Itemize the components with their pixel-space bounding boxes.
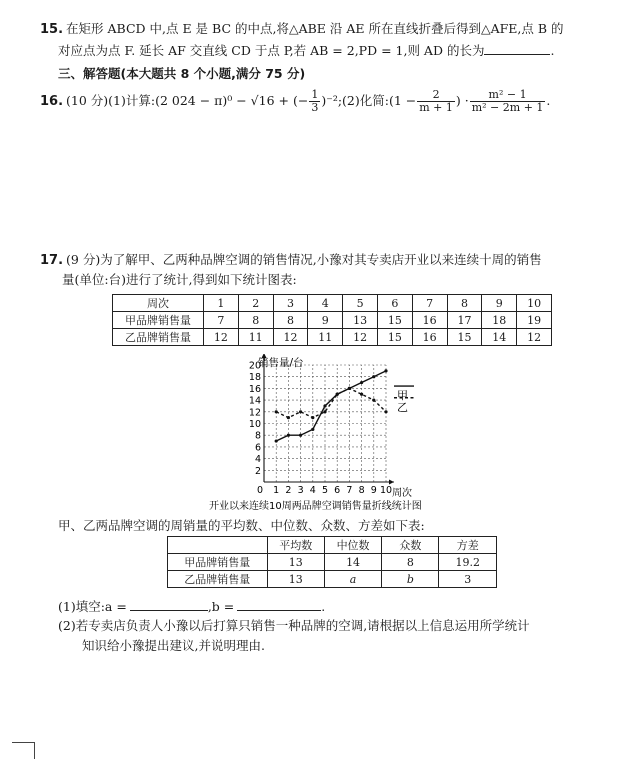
table1-cell: 19 bbox=[517, 312, 552, 329]
table2-cell: a bbox=[324, 571, 381, 588]
chart-point bbox=[311, 428, 314, 431]
table1-week-2: 2 bbox=[238, 295, 273, 312]
chart-point bbox=[311, 416, 314, 419]
q15-text-2: 对应点为点 F. 延长 AF 交直线 CD 于点 P,若 AB = 2,PD = 1,则 AD 的长为 bbox=[58, 43, 485, 58]
answer-a-blank[interactable] bbox=[130, 598, 208, 611]
q17-line2: 量(单位:台)进行了统计,得到如下统计图表: bbox=[62, 272, 297, 287]
table1-cell: 12 bbox=[273, 329, 308, 346]
chart-point bbox=[360, 393, 363, 396]
table2-header-cell: 中位数 bbox=[324, 537, 381, 554]
chart-point bbox=[323, 404, 326, 407]
q16-line bbox=[40, 88, 550, 114]
chart-grid bbox=[264, 365, 386, 482]
q16-mid: ) · bbox=[455, 93, 469, 108]
table1-cell: 18 bbox=[482, 312, 517, 329]
chart-y-tick-label: 6 bbox=[254, 442, 261, 454]
table1-cell: 15 bbox=[447, 329, 482, 346]
sales-line-chart bbox=[0, 354, 621, 514]
table1-cell: 16 bbox=[412, 329, 447, 346]
chart-series bbox=[275, 369, 388, 442]
chart-point bbox=[384, 369, 387, 372]
chart-y-tick-label: 14 bbox=[248, 395, 261, 407]
answer-b-blank[interactable] bbox=[237, 598, 321, 611]
chart-point bbox=[372, 375, 375, 378]
chart-axes bbox=[262, 354, 395, 485]
table1-week-10: 10 bbox=[517, 295, 552, 312]
table1-week-6: 6 bbox=[377, 295, 412, 312]
q16-frac-3 bbox=[470, 89, 546, 114]
q16-frac2-den: m + 1 bbox=[419, 101, 453, 114]
chart-point bbox=[384, 410, 387, 413]
chart-y-tick-label: 4 bbox=[254, 454, 261, 466]
chart-x-tick-label: 4 bbox=[309, 485, 316, 496]
table1-cell: 11 bbox=[238, 329, 273, 346]
table2-cell: 14 bbox=[324, 554, 381, 571]
q17-number: 17. bbox=[40, 253, 64, 268]
q16-frac1-den: 3 bbox=[311, 101, 319, 114]
table1-week-4: 4 bbox=[308, 295, 343, 312]
q16-frac-1-3 bbox=[309, 89, 320, 114]
q17-sub1-end: . bbox=[321, 599, 326, 614]
table1-cell: 8 bbox=[238, 312, 273, 329]
q17-sub1-a-label: (1)填空:a = bbox=[58, 599, 127, 614]
chart-point bbox=[275, 410, 278, 413]
q16-frac3-den: m² − 2m + 1 bbox=[471, 101, 544, 114]
table2-row-label: 甲品牌销售量 bbox=[168, 554, 268, 571]
table1-cell: 16 bbox=[412, 312, 447, 329]
q17-sub1-b-label: ,b = bbox=[207, 599, 235, 614]
table1-cell: 7 bbox=[204, 312, 239, 329]
q16-part1-tail: )⁻²;(2)化简:(1 − bbox=[321, 93, 417, 108]
table2-header-cell: 平均数 bbox=[267, 537, 324, 554]
table1-cell: 12 bbox=[517, 329, 552, 346]
chart-x-axis-arrow bbox=[389, 480, 394, 485]
table1-cell: 15 bbox=[377, 312, 412, 329]
chart-point bbox=[372, 399, 375, 402]
table1-cell: 12 bbox=[204, 329, 239, 346]
table1-row-label: 甲品牌销售量 bbox=[113, 312, 204, 329]
table1-header-label: 周次 bbox=[113, 295, 204, 312]
chart-y-ticks bbox=[249, 361, 261, 477]
chart-legend-label: 甲 bbox=[397, 389, 408, 403]
statistics-table bbox=[167, 536, 497, 588]
chart-x-axis-label: 周次 bbox=[392, 488, 412, 499]
q16-frac3-num: m² − 1 bbox=[470, 89, 546, 102]
q17-text-1: (9 分)为了解甲、乙两种品牌空调的销售情况,小豫对其专卖店开业以来连续十周的销售 bbox=[66, 252, 542, 267]
table1-week-8: 8 bbox=[447, 295, 482, 312]
chart-y-axis-label: 销售量/台 bbox=[258, 357, 304, 369]
chart-y-tick-label: 8 bbox=[254, 430, 261, 442]
table2-cell: 13 bbox=[267, 571, 324, 588]
chart-y-tick-label: 10 bbox=[248, 419, 261, 430]
chart-point bbox=[299, 410, 302, 413]
chart-y-tick-label: 20 bbox=[248, 360, 261, 372]
chart-x-tick-label: 2 bbox=[285, 485, 292, 496]
q16-end: . bbox=[546, 93, 551, 108]
chart-x-tick-label: 9 bbox=[370, 485, 377, 496]
table-row bbox=[168, 571, 497, 588]
table2-cell: 3 bbox=[439, 571, 497, 588]
q16-part1: (10 分)(1)计算:(2 024 − π)⁰ − √16 + (− bbox=[66, 93, 309, 108]
q17-line1 bbox=[40, 252, 542, 269]
q17-sub2-line2: 知识给小豫提出建议,并说明理由. bbox=[82, 638, 265, 653]
chart-series-line-jia bbox=[276, 371, 386, 441]
chart-point bbox=[287, 416, 290, 419]
chart-y-tick-label: 2 bbox=[254, 465, 261, 477]
table1-week-1: 1 bbox=[204, 295, 239, 312]
table1-cell: 15 bbox=[377, 329, 412, 346]
chart-point bbox=[299, 434, 302, 437]
table2-header-cell: 方差 bbox=[439, 537, 497, 554]
table1-cell: 11 bbox=[308, 329, 343, 346]
chart-x-ticks bbox=[257, 485, 392, 496]
chart-x-tick-label: 8 bbox=[358, 485, 365, 496]
chart-title: 开业以来连续10周两品牌空调销售量折线统计图 bbox=[209, 501, 422, 512]
q17-sub1 bbox=[58, 598, 325, 615]
q15-answer-blank[interactable] bbox=[484, 42, 550, 55]
q16-frac2-num: 2 bbox=[417, 89, 455, 102]
q17-sub2-line1: (2)若专卖店负责人小豫以后打算只销售一种品牌的空调,请根据以上信息运用所学统计 bbox=[58, 618, 530, 633]
chart-y-tick-label: 16 bbox=[248, 383, 261, 395]
table1-cell: 8 bbox=[273, 312, 308, 329]
chart-legend bbox=[394, 386, 414, 414]
table1-week-9: 9 bbox=[482, 295, 517, 312]
q15-text-1: 在矩形 ABCD 中,点 E 是 BC 的中点,将△ABE 沿 AE 所在直线折叠后得到△AFE,点 B 的 bbox=[66, 21, 564, 36]
table2-header-cell: 众数 bbox=[382, 537, 439, 554]
table-row bbox=[113, 329, 552, 346]
table2-cell: 8 bbox=[382, 554, 439, 571]
table2-header-cell bbox=[168, 537, 268, 554]
table-row bbox=[113, 312, 552, 329]
table1-cell: 13 bbox=[343, 312, 378, 329]
chart-y-tick-label: 18 bbox=[248, 372, 261, 384]
chart-x-tick-label: 10 bbox=[379, 485, 393, 496]
chart-x-tick-label: 3 bbox=[297, 485, 304, 496]
table1-week-5: 5 bbox=[343, 295, 378, 312]
table1-cell: 9 bbox=[308, 312, 343, 329]
section-3-heading: 三、解答题(本大题共 8 个小题,满分 75 分) bbox=[58, 66, 306, 81]
table1-week-3: 3 bbox=[273, 295, 308, 312]
table1-week-7: 7 bbox=[412, 295, 447, 312]
chart-x-tick-label: 6 bbox=[334, 485, 341, 496]
table2-row-label: 乙品牌销售量 bbox=[168, 571, 268, 588]
q15-line1 bbox=[40, 21, 564, 38]
table2-header-row bbox=[168, 537, 497, 554]
q17-table2-intro: 甲、乙两品牌空调的周销量的平均数、中位数、众数、方差如下表: bbox=[58, 518, 425, 533]
q16-number: 16. bbox=[40, 94, 64, 109]
table1-header-row bbox=[113, 295, 552, 312]
chart-x-tick-label: 0 bbox=[256, 485, 264, 496]
table1-cell: 17 bbox=[447, 312, 482, 329]
table1-cell: 14 bbox=[482, 329, 517, 346]
table2-cell: b bbox=[382, 571, 439, 588]
chart-point bbox=[348, 387, 351, 390]
chart-x-tick-label: 5 bbox=[321, 485, 329, 496]
chart-y-tick-label: 12 bbox=[248, 407, 261, 419]
table1-row-label: 乙品牌销售量 bbox=[113, 329, 204, 346]
q15-number: 15. bbox=[40, 22, 64, 37]
chart-point bbox=[275, 439, 278, 442]
table2-cell: 13 bbox=[267, 554, 324, 571]
table2-cell: 19.2 bbox=[439, 554, 497, 571]
q16-frac-2 bbox=[417, 89, 455, 114]
chart-point bbox=[323, 410, 326, 413]
chart-point bbox=[336, 393, 339, 396]
chart-x-tick-label: 1 bbox=[273, 485, 280, 496]
q16-frac1-num: 1 bbox=[311, 88, 319, 101]
table1-cell: 12 bbox=[343, 329, 378, 346]
chart-point bbox=[360, 381, 363, 384]
chart-series-line-yi bbox=[276, 388, 386, 417]
chart-point bbox=[287, 434, 290, 437]
weekly-sales-table bbox=[112, 294, 552, 346]
chart-x-tick-label: 7 bbox=[346, 485, 353, 496]
page-corner-mark bbox=[12, 742, 35, 759]
chart-legend-label: 乙 bbox=[397, 400, 408, 414]
table-row bbox=[168, 554, 497, 571]
q15-line2: 对应点为点 F. 延长 AF 交直线 CD 于点 P,若 AB = 2,PD = 1,则 AD 的长为 . bbox=[58, 43, 555, 58]
